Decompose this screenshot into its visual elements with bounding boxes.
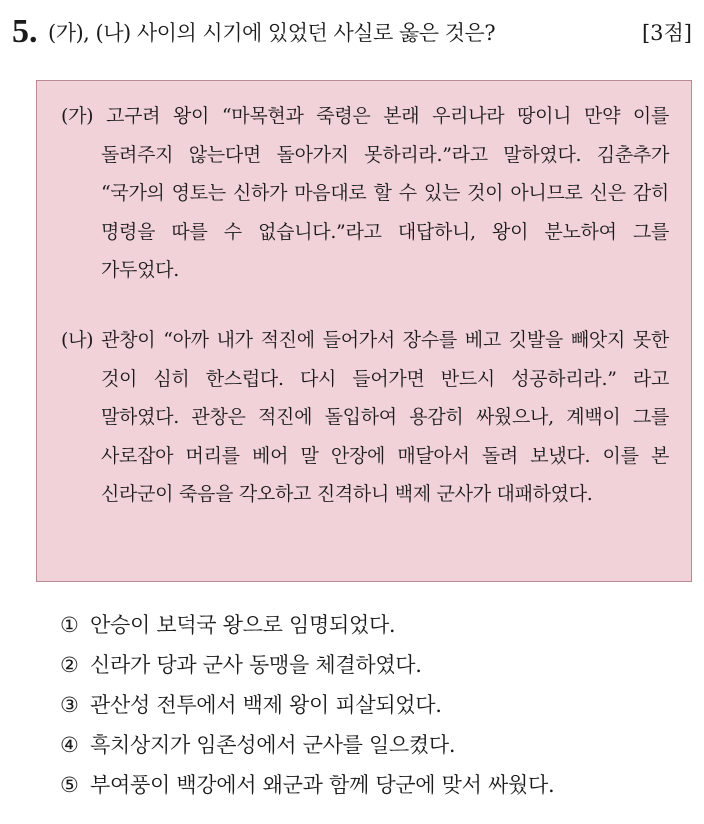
choice-2-number: ②: [60, 653, 79, 677]
choice-5-text: 부여풍이 백강에서 왜군과 함께 당군에 맞서 싸웠다.: [90, 773, 555, 797]
choice-3-text: 관산성 전투에서 백제 왕이 피살되었다.: [90, 693, 442, 717]
choice-1-number: ①: [60, 613, 79, 637]
choice-1-text: 안승이 보덕국 왕으로 임명되었다.: [90, 613, 396, 637]
choice-3-number: ③: [60, 693, 79, 717]
choice-4-number: ④: [60, 733, 79, 757]
question-header: [12, 12, 692, 52]
passage-ga-body: [61, 97, 669, 290]
question-stem: (가), (나) 사이의 시기에 있었던 사실로 옳은 것은?: [48, 21, 496, 45]
passage-na-body: [61, 321, 669, 514]
passage-ga: [61, 97, 669, 290]
passage-ga-label: (가): [61, 105, 94, 127]
question-points: [3점]: [641, 21, 692, 45]
choice-4-text: 흑치상지가 임존성에서 군사를 일으켰다.: [90, 733, 456, 757]
choice-2-text: 신라가 당과 군사 동맹을 체결하였다.: [90, 653, 422, 677]
answer-choices: [60, 605, 690, 805]
question-number: 5.: [12, 13, 38, 50]
choice-3[interactable]: [60, 685, 690, 725]
passage-na-label: (나): [61, 329, 94, 351]
passage-box: [36, 80, 692, 582]
choice-5-number: ⑤: [60, 773, 79, 797]
choice-4[interactable]: [60, 725, 690, 765]
passage-na: [61, 321, 669, 514]
passage-ga-text: 고구려 왕이 “마목현과 죽령은 본래 우리나라 땅이니 만약 이를 돌려주지 않는다면 돌아가지 못하리라.”라고 말하였다. 김춘추가 “국가의 영토는 신하가 마음대로 할 수 있는 것이 아니므로 신은 감히 명령을 따를 수 없습니다.”라고 대답하니, 왕이 분노하여 그를 가두었다.: [93, 105, 669, 281]
passage-na-text: 관창이 “아까 내가 적진에 들어가서 장수를 베고 깃발을 빼앗지 못한 것이 심히 한스럽다. 다시 들어가면 반드시 성공하리라.” 라고 말하였다. 관창은 적진에 돌입하여 용감히 싸웠으나, 계백이 그를 사로잡아 머리를 베어 말 안장에 매달아서 돌려 보냈다. 이를 본 신라군이 죽음을 각오하고 진격하니 백제 군사가 대패하였다.: [93, 329, 669, 505]
choice-5[interactable]: [60, 765, 690, 805]
choice-2[interactable]: [60, 645, 690, 685]
choice-1[interactable]: [60, 605, 690, 645]
